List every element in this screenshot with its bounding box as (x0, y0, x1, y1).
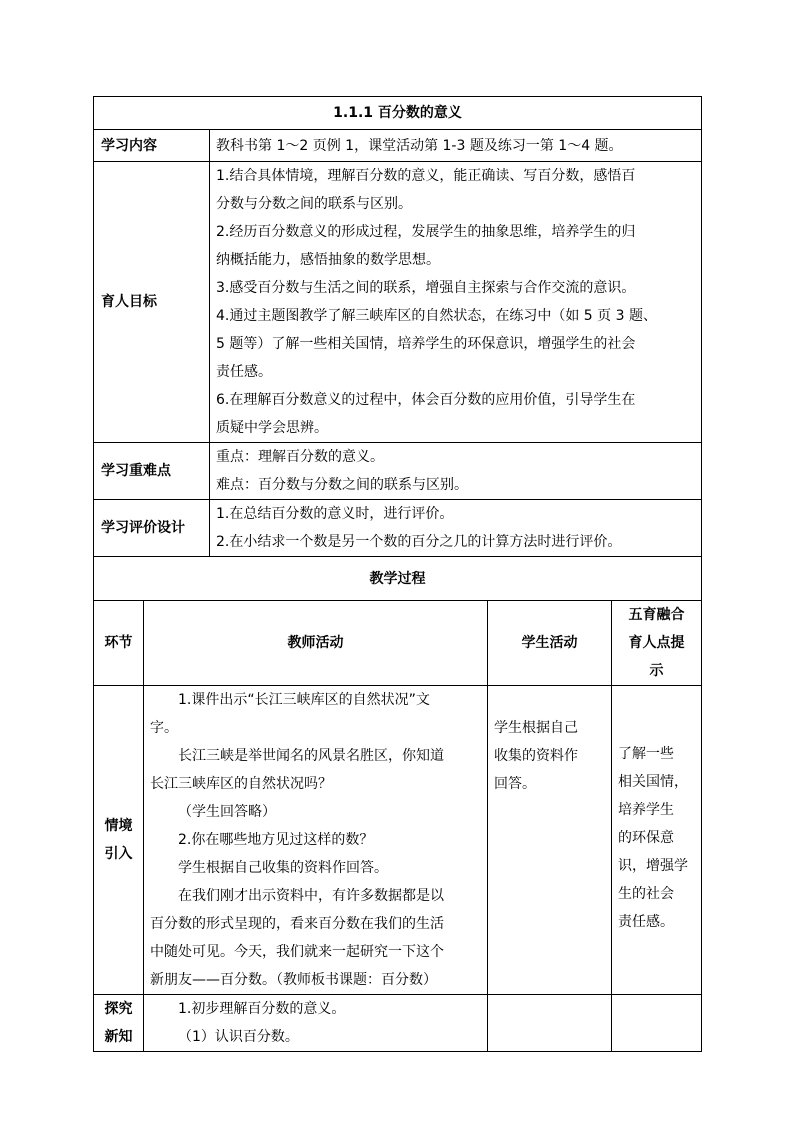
intro-fusion-line: 培养学生 (618, 802, 674, 818)
lesson-plan-table (93, 96, 702, 1052)
intro-fusion-line: 了解一些 (618, 746, 674, 762)
intro-teacher-line: 字。 (150, 720, 178, 736)
intro-stage-line: 引入 (104, 846, 133, 862)
evaluation-line: 1.在总结百分数的意义时，进行评价。 (216, 506, 454, 522)
process-title-row (94, 557, 702, 601)
goals-row (94, 162, 702, 443)
intro-fusion-line: 生的社会 (618, 886, 674, 902)
goals-line: 1.结合具体情境，理解百分数的意义，能正确读、写百分数，感悟百 (216, 168, 636, 184)
explore-teacher (144, 995, 488, 1052)
intro-stage (94, 686, 144, 995)
intro-row (94, 686, 702, 995)
intro-teacher-line: 长江三峡库区的自然状况吗？ (150, 776, 332, 792)
goals-line: 分数与分数之间的联系与区别。 (216, 196, 412, 212)
content-text: 教科书第 1～2 页例 1，课堂活动第 1-3 题及练习一第 1～4 题。 (210, 130, 702, 162)
explore-row (94, 995, 702, 1052)
intro-teacher-line: 在我们刚才出示资料中，有许多数据都是以 (178, 888, 444, 904)
explore-stage-line: 探究 (104, 1001, 133, 1017)
student-header: 学生活动 (488, 601, 612, 686)
intro-teacher-line: 中随处可见。今天，我们就来一起研究一下这个 (150, 944, 444, 960)
goals-line: 4.通过主题图教学了解三峡库区的自然状态，在练习中（如 5 页 3 题、 (216, 308, 657, 324)
teacher-header: 教师活动 (144, 601, 488, 686)
explore-teacher-line: （1）认识百分数。 (178, 1029, 299, 1045)
explore-student (488, 995, 612, 1052)
lesson-title: 1.1.1 百分数的意义 (94, 97, 702, 130)
keypoints-line: 难点：百分数与分数之间的联系与区别。 (216, 477, 468, 493)
fusion-header-line: 育人点提 (628, 635, 685, 651)
goals-line: 责任感。 (216, 364, 272, 380)
intro-fusion-line: 的环保意 (618, 830, 674, 846)
goals-line: 6.在理解百分数意义的过程中，体会百分数的应用价值，引导学生在 (216, 392, 636, 408)
intro-teacher-line: 学生根据自己收集的资料作回答。 (178, 860, 388, 876)
title-row (94, 97, 702, 130)
goals-line: 2.经历百分数意义的形成过程，发展学生的抽象思维，培养学生的归 (216, 224, 636, 240)
intro-teacher-line: 2.你在哪些地方见过这样的数？ (178, 832, 374, 848)
intro-teacher (144, 686, 488, 995)
intro-teacher-line: 长江三峡是举世闻名的风景名胜区，你知道 (178, 748, 444, 764)
intro-teacher-line: 百分数的形式呈现的，看来百分数在我们的生活 (150, 916, 444, 932)
goals-line: 5 题等）了解一些相关国情，培养学生的环保意识，增强学生的社会 (216, 336, 636, 352)
explore-stage (94, 995, 144, 1052)
evaluation-line: 2.在小结求一个数是另一个数的百分之几的计算方法时进行评价。 (216, 534, 622, 550)
keypoints-line: 重点：理解百分数的意义。 (216, 449, 384, 465)
evaluation-row (94, 500, 702, 557)
goals-line: 纳概括能力，感悟抽象的数学思想。 (216, 252, 440, 268)
keypoints-row (94, 443, 702, 500)
stage-header: 环节 (94, 601, 144, 686)
intro-student (488, 686, 612, 995)
fusion-header-line: 示 (649, 663, 664, 679)
fusion-header-line: 五育融合 (628, 607, 685, 623)
goals-line: 质疑中学会思辨。 (216, 420, 328, 436)
intro-student-line: 回答。 (494, 776, 536, 792)
fusion-header (612, 601, 702, 686)
goals-line: 3.感受百分数与生活之间的联系，增强自主探索与合作交流的意识。 (216, 280, 636, 296)
content-label: 学习内容 (94, 130, 210, 162)
goals-label: 育人目标 (94, 162, 210, 443)
keypoints-label: 学习重难点 (94, 443, 210, 500)
intro-stage-line: 情境 (104, 818, 133, 834)
explore-teacher-line: 1.初步理解百分数的意义。 (178, 1001, 346, 1017)
intro-teacher-line: 1.课件出示“长江三峡库区的自然状况”文 (178, 692, 430, 708)
intro-student-line: 学生根据自己 (494, 720, 578, 736)
process-title: 教学过程 (94, 557, 702, 601)
keypoints-text (210, 443, 702, 500)
process-header-row (94, 601, 702, 686)
intro-student-line: 收集的资料作 (494, 748, 578, 764)
intro-fusion-line: 相关国情， (618, 774, 688, 790)
intro-fusion-line: 责任感。 (618, 914, 674, 930)
intro-teacher-line: （学生回答略） (178, 804, 276, 820)
goals-text (210, 162, 702, 443)
intro-fusion (612, 686, 702, 995)
evaluation-text (210, 500, 702, 557)
intro-teacher-line: 新朋友——百分数。（教师板书课题：百分数） (150, 972, 437, 988)
explore-stage-line: 新知 (104, 1029, 133, 1045)
explore-fusion (612, 995, 702, 1052)
content-row (94, 130, 702, 162)
intro-fusion-line: 识，增强学 (618, 858, 688, 874)
evaluation-label: 学习评价设计 (94, 500, 210, 557)
